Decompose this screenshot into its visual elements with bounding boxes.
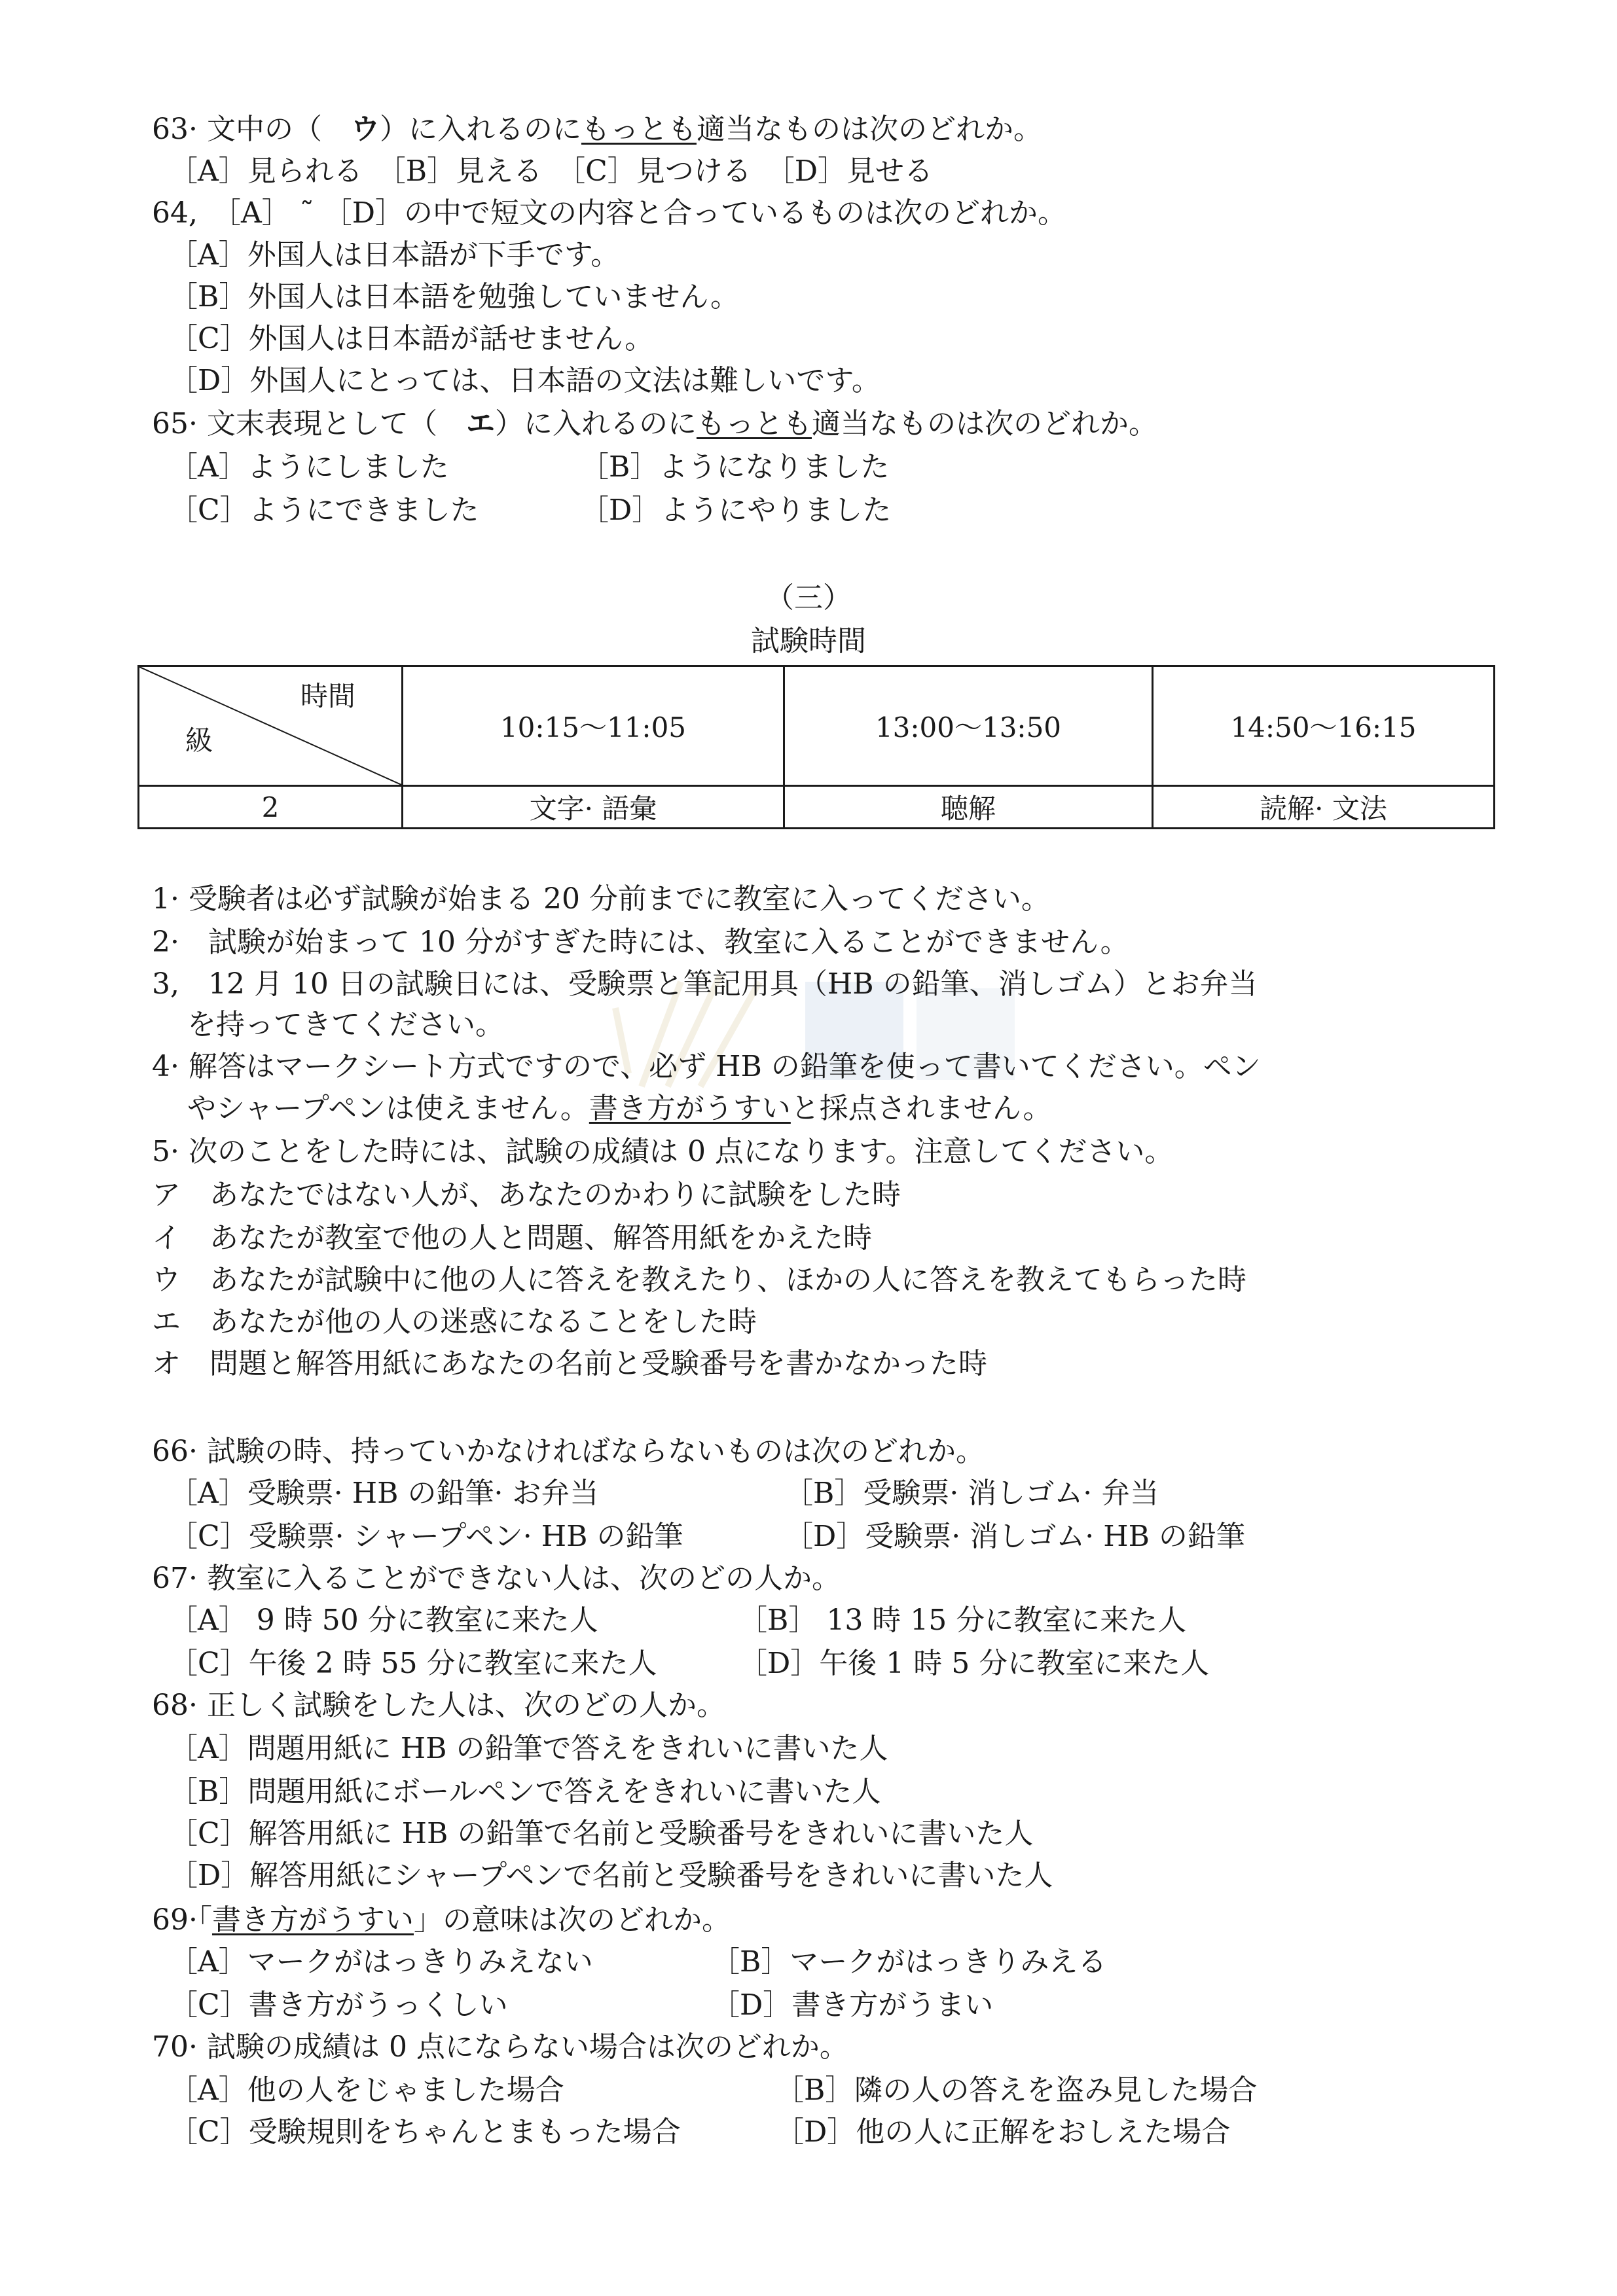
q69-option-c: ［C］書き方がうっくしい bbox=[169, 1988, 508, 2022]
q64-option-b: ［B］外国人は日本語を勉強していません。 bbox=[169, 280, 739, 314]
q67-stem: 67· 教室に入ることができない人は、次のどの人か。 bbox=[152, 1562, 841, 1595]
rule-item-i: イ あなたが教室で他の人と問題、解答用紙をかえた時 bbox=[152, 1221, 872, 1255]
time-slot-3: 14:50～16:15 bbox=[1153, 666, 1495, 786]
q70-row2 bbox=[169, 2113, 1347, 2155]
section-title: 試験時間 bbox=[751, 624, 866, 658]
q67-row1 bbox=[169, 1601, 1347, 1643]
q64-option-d: ［D］外国人にとっては、日本語の文法は難しいです。 bbox=[169, 364, 881, 397]
q63-options: ［A］見られる ［B］見える ［C］見つける ［D］見せる bbox=[169, 154, 934, 188]
q65-options-row2 bbox=[169, 491, 1216, 533]
rule-item-o: オ 問題と解答用紙にあなたの名前と受験番号を書かなかった時 bbox=[152, 1347, 987, 1380]
q69-stem: 69·「書き方がうすい」の意味は次のどれか。 bbox=[152, 1903, 731, 1937]
q67-row2 bbox=[169, 1644, 1347, 1686]
rule-4-underlined: 書き方がうすい bbox=[589, 1092, 791, 1125]
q66-row1 bbox=[169, 1474, 1347, 1516]
rule-3-line1: 3, 12 月 10 日の試験日には、受験票と筆記用具（HB の鉛筆、消しゴム）とお弁当 bbox=[152, 967, 1258, 1001]
q65-option-d: ［D］ようにやりました bbox=[580, 493, 892, 527]
rule-item-e: エ あなたが他の人の迷惑になることをした時 bbox=[152, 1305, 757, 1338]
q66-option-b: ［B］受験票· 消しゴム· 弁当 bbox=[784, 1477, 1159, 1510]
q67-option-c: ［C］午後 2 時 55 分に教室に来た人 bbox=[169, 1647, 657, 1680]
q68-stem: 68· 正しく試験をした人は、次のどの人か。 bbox=[152, 1689, 725, 1722]
q68-option-d: ［D］解答用紙にシャープペンで名前と受験番号をきれいに書いた人 bbox=[169, 1859, 1053, 1892]
time-slot-2: 13:00～13:50 bbox=[784, 666, 1153, 786]
time-slot-1: 10:15～11:05 bbox=[403, 666, 784, 786]
q68-option-a: ［A］問題用紙に HB の鉛筆で答えをきれいに書いた人 bbox=[169, 1732, 888, 1765]
q70-option-c: ［C］受験規則をちゃんとまもった場合 bbox=[169, 2115, 681, 2149]
q70-option-a: ［A］他の人をじゃました場合 bbox=[169, 2073, 564, 2107]
q66-option-d: ［D］受験票· 消しゴム· HB の鉛筆 bbox=[784, 1520, 1245, 1553]
rule-item-u: ウ あなたが試験中に他の人に答えを教えたり、ほかの人に答えを教えてもらった時 bbox=[152, 1263, 1246, 1297]
q65-option-a: ［A］ようにしました bbox=[169, 450, 449, 484]
exam-schedule-table bbox=[137, 665, 1495, 829]
subject-2: 聴解 bbox=[784, 786, 1153, 829]
q65-blank: エ bbox=[465, 407, 495, 440]
rule-item-a: ア あなたではない人が、あなたのかわりに試験をした時 bbox=[152, 1178, 901, 1211]
q66-stem: 66· 試験の時、持っていかなければならないものは次のどれか。 bbox=[152, 1435, 985, 1468]
q70-option-b: ［B］隣の人の答えを盗み見した場合 bbox=[775, 2073, 1258, 2107]
rule-4-line2: やシャープペンは使えません。書き方がうすいと採点されません。 bbox=[187, 1092, 1052, 1125]
q67-option-d: ［D］午後 1 時 5 分に教室に来た人 bbox=[738, 1647, 1210, 1680]
q65-stem: 65· 文末表現として（ エ）に入れるのにもっとも適当なものは次のどれか。 bbox=[152, 407, 1157, 440]
q64-option-c: ［C］外国人は日本語が話せません。 bbox=[169, 322, 654, 355]
q69-underlined: 書き方がうすい bbox=[211, 1903, 414, 1937]
schedule-corner-cell bbox=[139, 666, 403, 786]
q63-emphasis: もっとも bbox=[581, 113, 697, 146]
q65-emphasis: もっとも bbox=[696, 407, 812, 440]
schedule-header-row bbox=[139, 666, 1495, 786]
diagonal-divider bbox=[139, 667, 401, 785]
schedule-level-row bbox=[139, 786, 1495, 829]
rule-4-line1: 4· 解答はマークシート方式ですので、必ず HB の鉛筆を使って書いてください。ペン bbox=[152, 1050, 1261, 1083]
q66-row2 bbox=[169, 1517, 1347, 1559]
subject-1: 文字· 語彙 bbox=[403, 786, 784, 829]
rule-5: 5· 次のことをした時には、試験の成績は 0 点になります。注意してください。 bbox=[152, 1135, 1174, 1168]
q64-option-a: ［A］外国人は日本語が下手です。 bbox=[169, 238, 620, 272]
q69-row1 bbox=[169, 1943, 1347, 1984]
corner-label-level: 級 bbox=[185, 725, 213, 757]
q70-row1 bbox=[169, 2071, 1347, 2113]
q69-option-d: ［D］書き方がうまい bbox=[711, 1988, 994, 2022]
q65-option-b: ［B］ようになりました bbox=[580, 450, 890, 484]
q63-blank: ウ bbox=[350, 113, 380, 146]
q65-option-c: ［C］ようにできました bbox=[169, 493, 479, 527]
q64-stem: 64, ［A］ ˜ ［D］の中で短文の内容と合っているものは次のどれか。 bbox=[152, 196, 1066, 230]
q68-option-c: ［C］解答用紙に HB の鉛筆で名前と受験番号をきれいに書いた人 bbox=[169, 1817, 1034, 1850]
q69-option-a: ［A］マークがはっきりみえない bbox=[169, 1945, 593, 1979]
q70-stem: 70· 試験の成績は 0 点にならない場合は次のどれか。 bbox=[152, 2030, 848, 2064]
corner-label-time: 時間 bbox=[300, 680, 355, 712]
level-cell: 2 bbox=[139, 786, 403, 829]
q69-option-b: ［B］マークがはっきりみえる bbox=[711, 1945, 1107, 1979]
q70-option-d: ［D］他の人に正解をおしえた場合 bbox=[775, 2115, 1231, 2149]
q66-option-c: ［C］受験票· シャープペン· HB の鉛筆 bbox=[169, 1520, 683, 1553]
q65-options-row1 bbox=[169, 448, 1216, 490]
q67-option-a: ［A］ 9 時 50 分に教室に来た人 bbox=[169, 1604, 598, 1637]
q68-option-b: ［B］問題用紙にボールペンで答えをきれいに書いた人 bbox=[169, 1775, 881, 1808]
q67-option-b: ［B］ 13 時 15 分に教室に来た人 bbox=[738, 1604, 1187, 1637]
rule-3-line2: を持ってきてください。 bbox=[187, 1008, 504, 1041]
q66-option-a: ［A］受験票· HB の鉛筆· お弁当 bbox=[169, 1477, 599, 1510]
q69-row2 bbox=[169, 1986, 1347, 2028]
subject-3: 読解· 文法 bbox=[1153, 786, 1495, 829]
rule-2: 2· 試験が始まって 10 分がすぎた時には、教室に入ることができません。 bbox=[152, 925, 1129, 959]
q63-stem: 63· 文中の（ ウ）に入れるのにもっとも適当なものは次のどれか。 bbox=[152, 113, 1042, 146]
section-number: （三） bbox=[765, 581, 852, 615]
rule-1: 1· 受験者は必ず試験が始まる 20 分前までに教室に入ってください。 bbox=[152, 882, 1050, 916]
